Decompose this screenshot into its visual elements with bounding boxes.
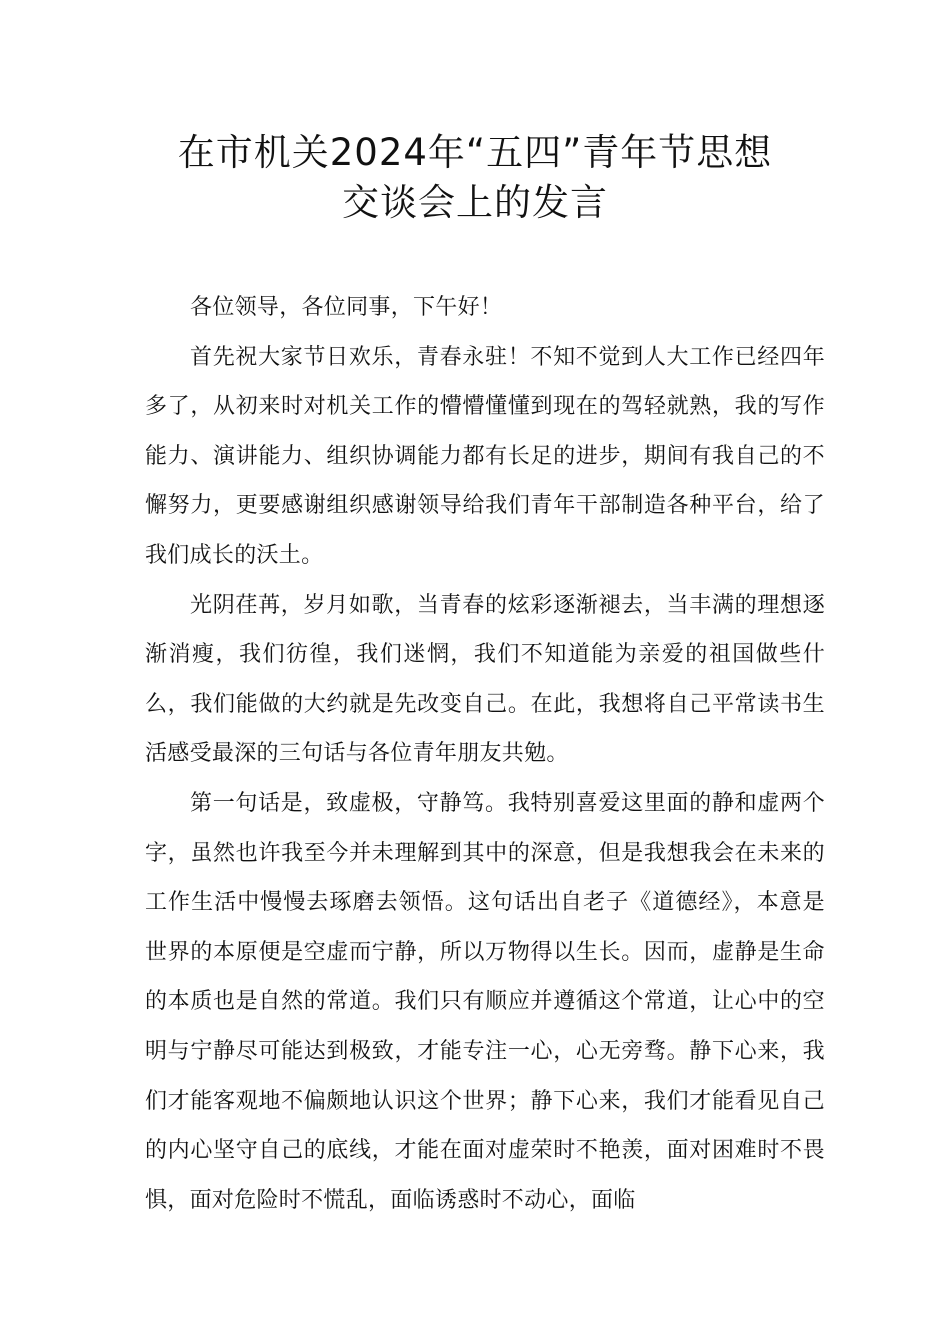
title-line-2: 交谈会上的发言 [342, 181, 608, 224]
paragraph-greeting: 各位领导，各位同事，下午好！ [190, 295, 503, 320]
title-line-1: 在市机关2024年“五四”青年节思想 [177, 131, 773, 174]
paragraph-reflection: 光阴荏苒，岁月如歌，当青春的炫彩逐渐褪去，当丰满的理想逐渐消瘦，我们彷徨，我们迷惘，我们不知道能为亲爱的祖国做些什么，我们能做的大约就是先改变自己。在此，我想将自己平常读书生活感受最深的三句话与各位青年朋友共勉。 [145, 592, 825, 767]
document-body [145, 283, 825, 1225]
paragraph-opening: 首先祝大家节日欢乐，青春永驻！不知不觉到人大工作已经四年多了，从初来时对机关工作的懵懵懂懂到现在的驾轻就熟，我的写作能力、演讲能力、组织协调能力都有长足的进步，期间有我自己的不懈努力，更要感谢组织感谢领导给我们青年干部制造各种平台，给了我们成长的沃土。 [145, 344, 825, 568]
paragraph-first-saying: 第一句话是，致虚极，守静笃。我特别喜爱这里面的静和虚两个字，虽然也许我至今并未理解到其中的深意，但是我想我会在未来的工作生活中慢慢去琢磨去领悟。这句话出自老子《道德经》，本意是世界的本原便是空虚而宁静，所以万物得以生长。因而，虚静是生命的本质也是自然的常道。我们只有顺应并遵循这个常道，让心中的空明与宁静尽可能达到极致，才能专注一心，心无旁骛。静下心来，我们才能客观地不偏颇地认识这个世界；静下心来，我们才能看见自己的内心坚守自己的底线，才能在面对虚荣时不艳羡，面对困难时不畏惧，面对危险时不慌乱，面临诱惑时不动心，面临 [145, 790, 825, 1213]
document-title [0, 128, 950, 228]
